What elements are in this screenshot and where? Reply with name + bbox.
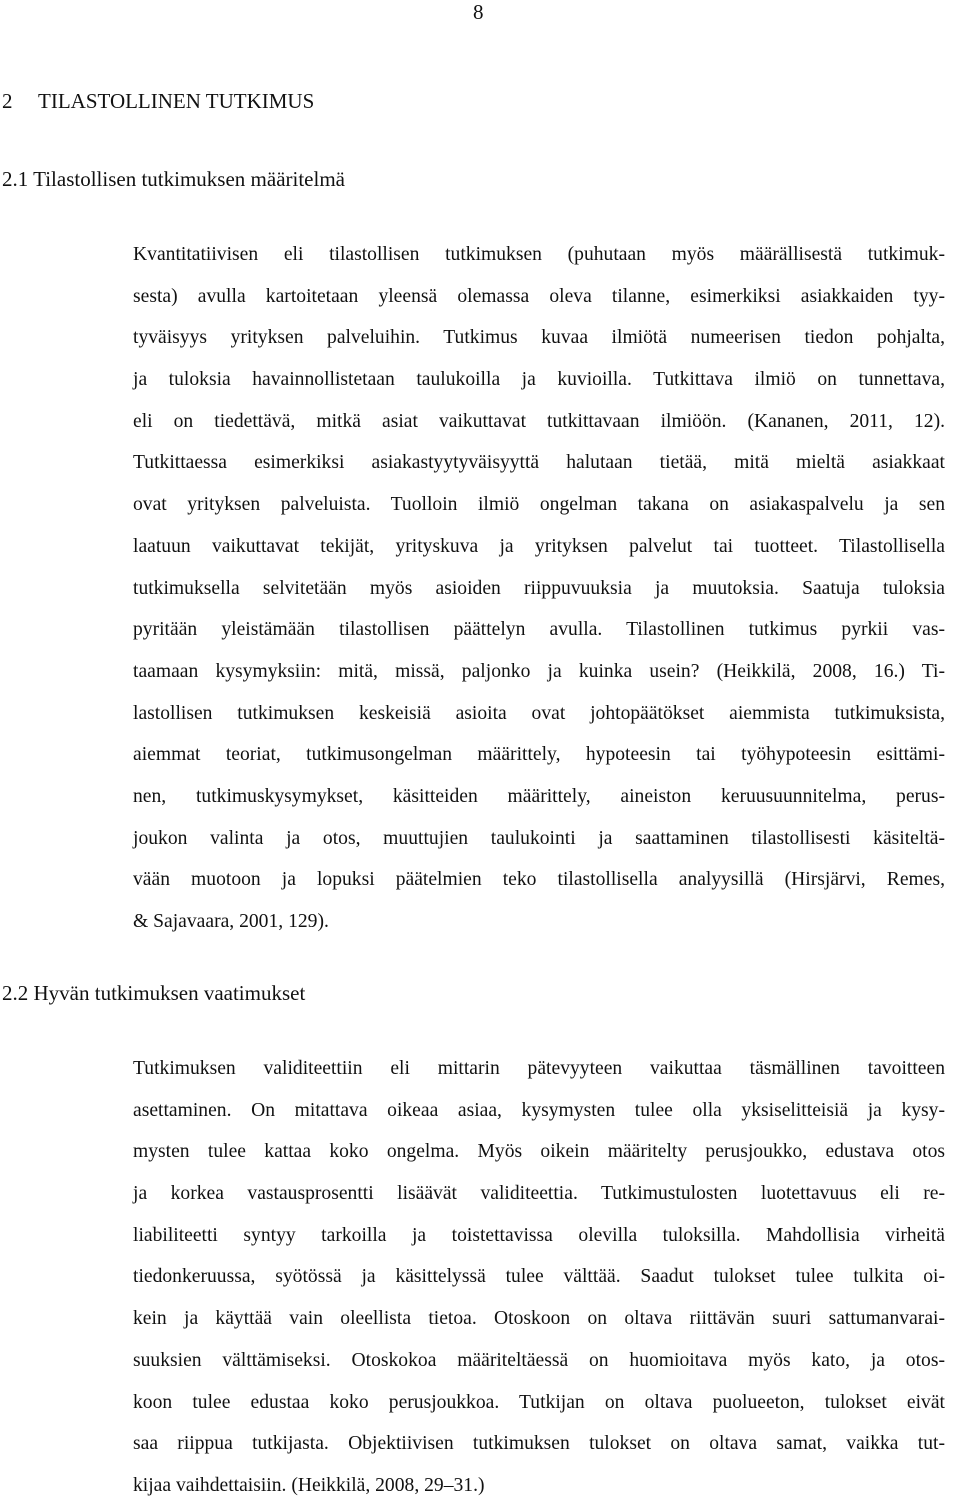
paragraph-line: Tutkimuksen validiteettiin eli mittarin pätevyyteen vaikuttaa täsmällinen tavoitteen (133, 1058, 945, 1079)
paragraph-line: pyritään yleistämään tilastollisen päättelyn avulla. Tilastollinen tutkimus pyrkii vas- (133, 619, 945, 641)
paragraph-line: & Sajavaara, 2001, 129). (133, 911, 329, 932)
paragraph-line: nen, tutkimuskysymykset, käsitteiden määrittely, aineiston keruusuunnitelma, perus- (133, 785, 945, 807)
section-2-1-paragraph (133, 234, 945, 943)
paragraph-line: sesta) avulla kartoitetaan yleensä olemassa oleva tilanne, esimerkiksi asiakkaiden tyy- (133, 285, 945, 307)
paragraph-line: liabiliteetti syntyy tarkoilla ja toistettavissa olevilla tuloksilla. Mahdollisia virheitä (133, 1224, 945, 1246)
paragraph-line: eli on tiedettävä, mitkä asiat vaikuttavat tutkittavaan ilmiöön. (Kananen, 2011, 12). (133, 410, 945, 432)
section-2-2-heading: 2.2 Hyvän tutkimuksen vaatimukset (2, 981, 306, 1005)
paragraph-line: tutkimuksella selvitetään myös asioiden riippuvuuksia ja muutoksia. Saatuja tuloksia (133, 577, 945, 599)
page-number: 8 (473, 0, 484, 24)
chapter-title: TILASTOLLINEN TUTKIMUS (38, 89, 315, 113)
paragraph-line: ja korkea vastausprosentti lisäävät validiteettia. Tutkimustulosten luotettavuus eli re- (133, 1183, 945, 1205)
paragraph-line: mysten tulee kattaa koko ongelma. Myös oikein määritelty perusjoukko, edustava otos (133, 1141, 945, 1163)
paragraph-line: asettaminen. On mitattava oikeaa asiaa, kysymysten tulee olla yksiselitteisiä ja kysy- (133, 1099, 945, 1121)
paragraph-line: ovat yrityksen palveluista. Tuolloin ilmiö ongelman takana on asiakaspalvelu ja sen (133, 494, 945, 516)
paragraph-line: ja tuloksia havainnollistetaan taulukoilla ja kuvioilla. Tutkittava ilmiö on tunnettava, (133, 369, 945, 391)
chapter-heading (2, 88, 314, 114)
paragraph-line: joukon valinta ja otos, muuttujien taulukointi ja saattaminen tilastollisesti käsiteltä- (133, 827, 945, 849)
paragraph-line: taamaan kysymyksiin: mitä, missä, paljonko ja kuinka usein? (Heikkilä, 2008, 16.) Ti- (133, 660, 945, 682)
paragraph-line: laatuun vaikuttavat tekijät, yrityskuva ja yrityksen palvelut tai tuotteet. Tilastollisella (133, 535, 945, 557)
paragraph-line: suuksien välttämiseksi. Otoskokoa määriteltäessä on huomioitava myös kato, ja otos- (133, 1349, 945, 1371)
paragraph-line: kijaa vaihdettaisiin. (Heikkilä, 2008, 29–31.) (133, 1474, 485, 1496)
paragraph-line: aiemmat teoriat, tutkimusongelman määrittely, hypoteesin tai työhypoteesin esittämi- (133, 744, 945, 766)
paragraph-line: lastollisen tutkimuksen keskeisiä asioita ovat johtopäätökset aiemmista tutkimuksista, (133, 702, 945, 724)
paragraph-line: Kvantitatiivisen eli tilastollisen tutkimuksen (puhutaan myös määrällisestä tutkimuk- (133, 244, 945, 265)
paragraph-line: tiedonkeruussa, syötössä ja käsittelyssä tulee välttää. Saadut tulokset tulee tulkita oi- (133, 1266, 945, 1288)
paragraph-line: kein ja käyttää vain oleellista tietoa. Otoskoon on oltava riittävän suuri sattumanvarai- (133, 1308, 945, 1330)
paragraph-line: saa riippua tutkijasta. Objektiivisen tutkimuksen tulokset on oltava samat, vaikka tut- (133, 1433, 945, 1455)
section-2-1-heading: 2.1 Tilastollisen tutkimuksen määritelmä (2, 167, 345, 191)
section-2-2-paragraph (133, 1048, 945, 1507)
paragraph-line: Tutkittaessa esimerkiksi asiakastyytyväisyyttä halutaan tietää, mitä mieltä asiakkaat (133, 452, 945, 474)
paragraph-line: koon tulee edustaa koko perusjoukkoa. Tutkijan on oltava puolueeton, tulokset eivät (133, 1391, 945, 1413)
chapter-number: 2 (2, 89, 13, 113)
paragraph-line: tyväisyys yrityksen palveluihin. Tutkimus kuvaa ilmiötä numeerisen tiedon pohjalta, (133, 327, 945, 349)
paragraph-line: vään muotoon ja lopuksi päätelmien teko tilastollisella analyysillä (Hirsjärvi, Remes, (133, 869, 945, 891)
